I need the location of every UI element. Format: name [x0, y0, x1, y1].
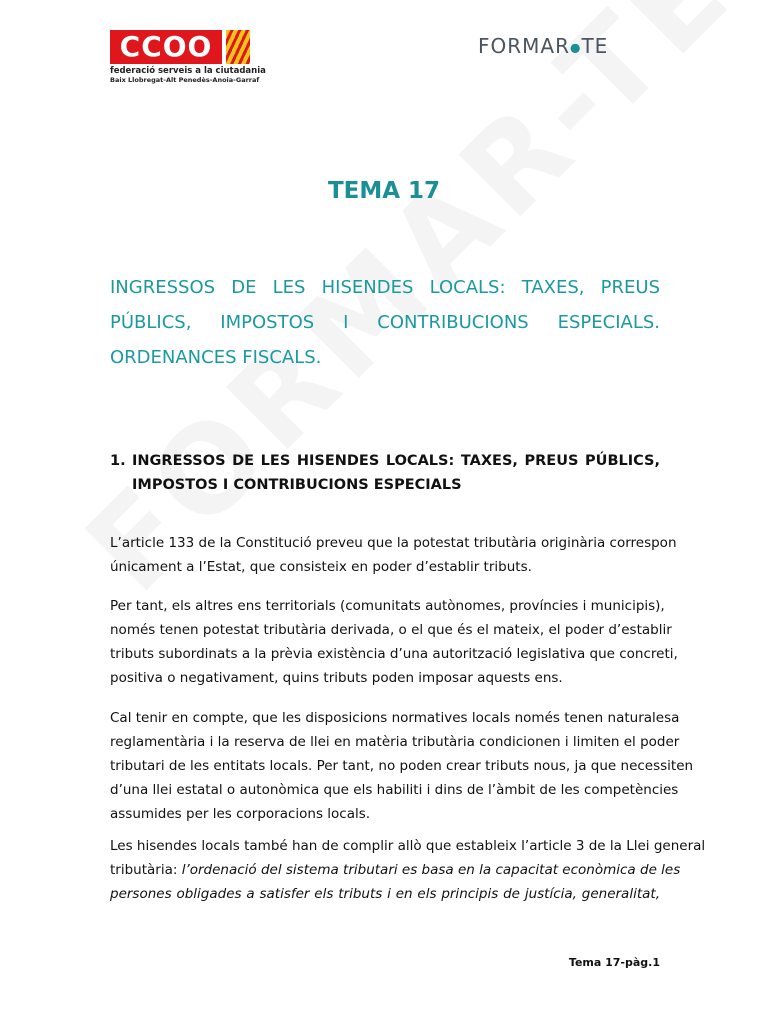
subtitle-line: ORDENANCES FISCALS.	[110, 347, 322, 368]
paragraph-line: Per tant, els altres ens territorials (comunitats autònomes, províncies i municipis),	[110, 598, 665, 614]
paragraph-line: assumides per les corporacions locals.	[110, 806, 371, 822]
paragraph-line: Les hisendes locals també han de complir allò que estableix l’article 3 de la Llei general	[110, 838, 706, 854]
document-subtitle	[110, 270, 660, 375]
subtitle-line: PÚBLICS, IMPOSTOS I CONTRIBUCIONS ESPECIALS.	[110, 312, 660, 333]
page-title: TEMA 17	[327, 178, 441, 204]
ccoo-logo-wordmark: CCOO	[110, 30, 222, 64]
paragraph	[110, 594, 678, 690]
paragraph-line: d’una llei estatal o autonòmica que els habiliti i dins de l’àmbit de les competències	[110, 782, 679, 798]
paragraph-line	[110, 858, 681, 882]
paragraph	[110, 706, 694, 826]
quoted-law-text: l’ordenació del sistema tributari es basa en la capacitat econòmica de les	[181, 862, 681, 878]
ccoo-logo	[110, 30, 266, 84]
section-heading	[110, 449, 660, 497]
paragraph-line: tributs subordinats a la prèvia existència d’una autorització legislativa que concreti,	[110, 646, 678, 662]
formarte-dot-icon: ●	[569, 40, 582, 55]
paragraph-line: L’article 133 de la Constitució preveu que la potestat tributària originària correspon	[110, 535, 677, 551]
section-title-line: INGRESSOS DE LES HISENDES LOCALS: TAXES, PREUS PÚBLICS,	[132, 453, 660, 469]
paragraph-line: només tenen potestat tributària derivada, o el que és el mateix, el poder d’establir	[110, 622, 672, 638]
ccoo-logo-tagline: federació serveis a la ciutadania	[110, 66, 266, 76]
page-number: Tema 17-pàg.1	[568, 956, 660, 969]
subtitle-line: INGRESSOS DE LES HISENDES LOCALS: TAXES, PREUS	[110, 277, 660, 298]
senyera-flag-icon	[226, 30, 250, 64]
paragraph-line: tributari de les entitats locals. Per tant, no poden crear tributs nous, ja que necessiten	[110, 758, 694, 774]
section-number: 1.	[110, 453, 126, 469]
paragraph-line: únicament a l’Estat, que consisteix en poder d’establir tributs.	[110, 559, 532, 575]
section-title-line: IMPOSTOS I CONTRIBUCIONS ESPECIALS	[132, 477, 462, 493]
paragraph	[110, 834, 706, 906]
paragraph-line: reglamentària i la reserva de llei en matèria tributària condicionen i limiten el poder	[110, 734, 680, 750]
paragraph-line: Cal tenir en compte, que les disposicions normatives locals només tenen naturalesa	[110, 710, 680, 726]
paragraph-line: positiva o negativament, quins tributs poden imposar aquests ens.	[110, 670, 563, 686]
formarte-logo: FORMAR●TE	[478, 34, 609, 58]
ccoo-logo-region: Baix Llobregat-Alt Penedès-Anoia-Garraf	[110, 76, 260, 84]
paragraph	[110, 531, 677, 579]
paragraph-text: tributària:	[110, 862, 182, 878]
quoted-law-text: persones obligades a satisfer els tributs i en els principis de justícia, generalitat,	[110, 886, 660, 902]
